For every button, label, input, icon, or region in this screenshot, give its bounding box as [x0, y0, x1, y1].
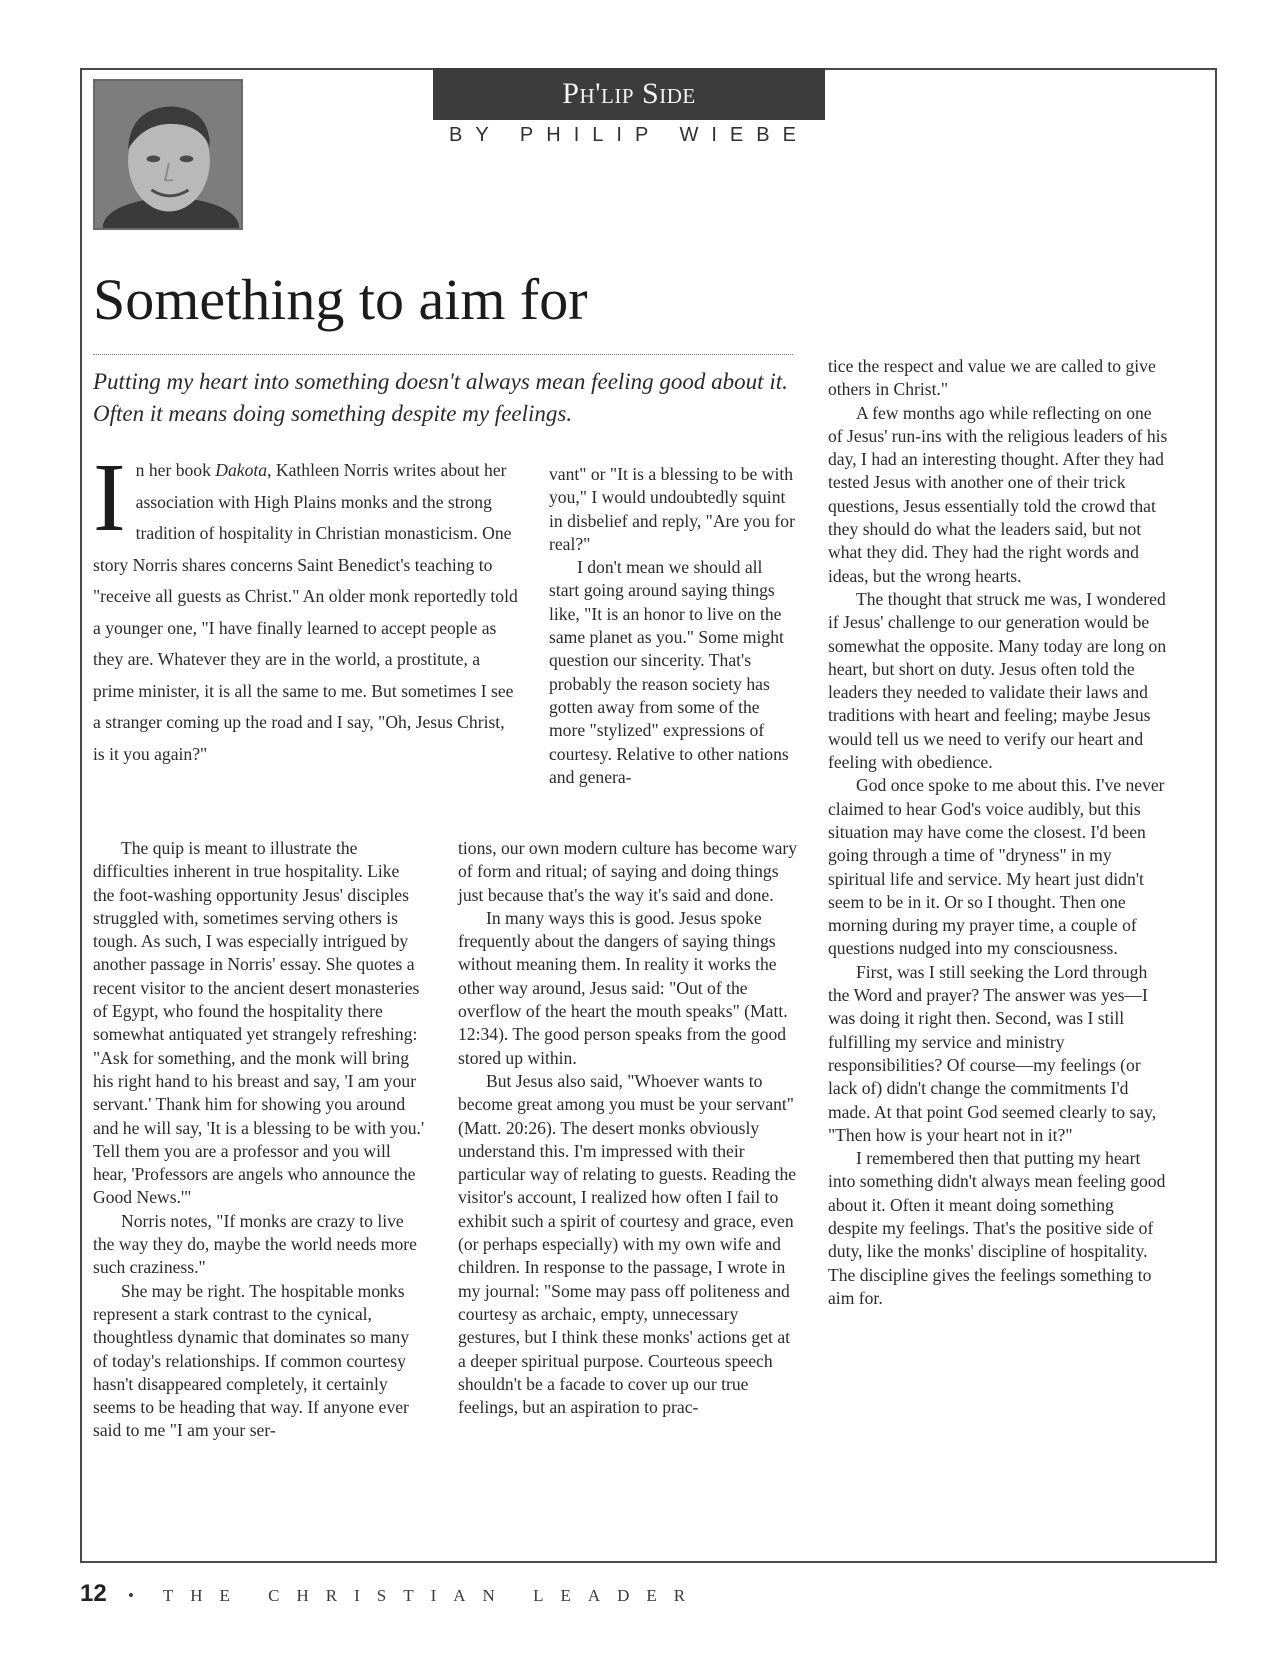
- paragraph: The quip is meant to illustrate the difficulties inherent in true hospitality. Like the foot-washing opportunity Jesus' disciples struggled with, sometimes serving others is tough. As such, I was especially intrigued by another passage in Norris' essay. She quotes a recent visitor to the ancient desert monasteries of Egypt, who found the hospitality there somewhat antiquated yet strangely refreshing: "Ask for something, and the monk will bring his right hand to his breast and say, 'I am your servant.' Thank him for showing you around and he will say, 'It is a blessing to be with you.' Tell them you are a professor and you will hear, 'Professors are angels who announce the Good News.'": [93, 838, 425, 1208]
- author-portrait-icon: [95, 81, 241, 228]
- drop-cap: I: [93, 444, 126, 552]
- publication-name: THE CHRISTIAN LEADER: [162, 1586, 703, 1605]
- paragraph: I remembered then that putting my heart into something didn't always mean feeling good about it. Often it meant doing something despite my feelings. That's the positive side of duty, like the monks' discipline of hospitality. The discipline gives the feelings something to aim for.: [828, 1148, 1166, 1308]
- column-middle-bottom: [458, 837, 798, 1419]
- opening-paragraph: In her book Dakota, Kathleen Norris writes about her association with High Plains monks and the strong tradition of hospitality in Christian monasticism. One story Norris shares concerns Saint Benedict's teaching to "receive all guests as Christ." An older monk reportedly told a younger one, "I have finally learned to accept people as they are. Whatever they are in the world, a prostitute, a prime minister, it is all the same to me. But sometimes I see a stranger coming up the road and I say, "Oh, Jesus Christ, is it you again?": [93, 444, 518, 764]
- article-headline: Something to aim for: [93, 267, 588, 332]
- column-left: [93, 837, 425, 1443]
- article-deck: Putting my heart into something doesn't always mean feeling good about it. Often it means doing something despite my feelings.: [93, 369, 788, 426]
- paragraph: She may be right. The hospitable monks represent a stark contrast to the cynical, thoughtless dynamic that dominates so many of today's relationships. If common courtesy hasn't disappeared completely, it certainly seems to be heading that way. If anyone ever said to me "I am your ser-: [93, 1280, 410, 1441]
- page-footer: [80, 1580, 702, 1608]
- footer-separator: •: [127, 1586, 142, 1605]
- column-middle-top: [549, 463, 797, 789]
- paragraph: But Jesus also said, "Whoever wants to become great among you must be your servant" (Matt. 20:26). The desert monks obviously understand this. I'm impressed with their particular way of relating to guests. Reading the visitor's account, I realized how often I fail to exhibit such a spirit of courtesy and grace, even (or perhaps especially) with my own wife and children. In response to the passage, I wrote in my journal: "Some may pass off politeness and courtesy as archaic, empty, unnecessary gestures, but I think these monks' actions get at a deeper spiritual purpose. Courteous speech shouldn't be a facade to cover up our true feelings, but an aspiration to prac-: [458, 1070, 797, 1418]
- page-number: 12: [80, 1580, 107, 1607]
- byline: BY PHILIP WIEBE: [449, 124, 809, 146]
- paragraph: tice the respect and value we are called to give others in Christ.": [828, 356, 1156, 400]
- author-photo: [93, 79, 243, 230]
- paragraph: The thought that struck me was, I wondered if Jesus' challenge to our generation would be somewhat the opposite. Many today are long on heart, but short on duty. Jesus often told the leaders they needed to validate their laws and traditions with heart and feeling; maybe Jesus would tell us we need to verify our heart and feeling with obedience.: [828, 588, 1167, 773]
- divider: [93, 354, 793, 355]
- section-title: Ph'lip Side: [433, 68, 825, 120]
- paragraph: vant" or "It is a blessing to be with you," I would undoubtedly squint in disbelief and reply, "Are you for real?": [549, 464, 795, 554]
- column-right: [828, 355, 1168, 1310]
- paragraph: First, was I still seeking the Lord through the Word and prayer? The answer was yes—I was doing it right then. Second, was I still fulfilling my service and ministry responsibilities? Of course—my feelings (or lack of) didn't change the commitments I'd made. At that point God seemed clearly to say, "Then how is your heart not in it?": [828, 961, 1157, 1145]
- paragraph: In many ways this is good. Jesus spoke frequently about the dangers of saying things without meaning them. In reality it works the other way around, Jesus said: "Out of the overflow of the heart the mouth speaks" (Matt. 12:34). The good person speaks from the good stored up within.: [458, 907, 788, 1068]
- paragraph: tions, our own modern culture has become wary of form and ritual; of saying and doing things just because that's the way it's said and done.: [458, 838, 798, 905]
- paragraph: I don't mean we should all start going around saying things like, "It is an honor to live on the same planet as you." Some might question our sincerity. That's probably the reason society has gotten away from some of the more "stylized" expressions of courtesy. Relative to other nations and genera-: [549, 557, 789, 787]
- book-title: Dakota: [215, 460, 268, 480]
- paragraph: Norris notes, "If monks are crazy to live the way they do, maybe the world needs more such craziness.": [93, 1210, 417, 1278]
- paragraph: God once spoke to me about this. I've never claimed to hear God's voice audibly, but this situation may have come the closest. I'd been going through a time of "dryness" in my spiritual life and service. My heart just didn't seem to be in it. Or so I thought. Then one morning during my prayer time, a couple of questions nudged into my consciousness.: [828, 775, 1165, 959]
- paragraph: A few months ago while reflecting on one of Jesus' run-ins with the religious leaders of his day, I had an interesting thought. After they had tested Jesus with another one of their trick questions, Jesus essentially told the crowd that they should do what the leaders said, but not what they did. They had the right words and ideas, but the wrong hearts.: [828, 402, 1168, 586]
